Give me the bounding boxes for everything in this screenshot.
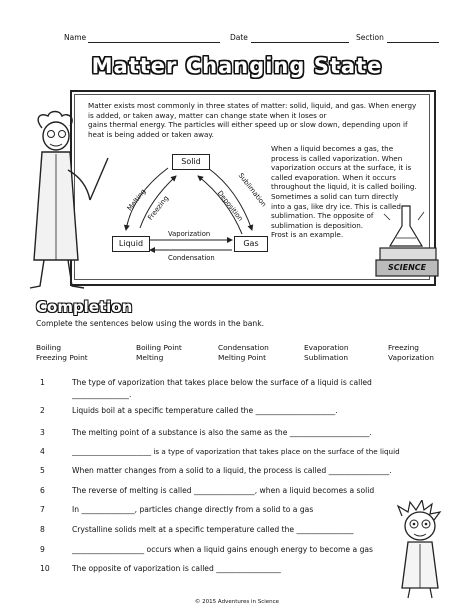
question-number: 4 (40, 447, 45, 456)
question-number: 9 (40, 545, 45, 554)
para-line: throughout the liquid, it is called boiling. (271, 182, 417, 192)
bank-word: Melting (136, 353, 164, 362)
bank-row-2 (36, 353, 436, 363)
bank-word: Freezing Point (36, 353, 88, 362)
bank-word: Condensation (218, 343, 269, 352)
question-text: Liquids boil at a specific temperature called the _____________________. (72, 406, 338, 415)
para-line: Sometimes a solid can turn directly (271, 191, 399, 201)
scientist-illustration (20, 110, 110, 295)
kid-scientist-illustration (394, 500, 446, 600)
question-text: ___________________ occurs when a liquid gains enough energy to become a gas (72, 545, 374, 554)
bank-word: Freezing (388, 343, 419, 352)
bank-word: Sublimation (304, 353, 349, 362)
intro-line: Matter exists most commonly in three states of matter: solid, liquid, and gas. When energy (88, 101, 417, 110)
para-line: sublimation. The opposite of (271, 211, 374, 221)
completion-heading: Completion (36, 298, 133, 316)
science-book-label: SCIENCE (388, 263, 427, 272)
question-number: 2 (40, 406, 45, 415)
question-text: Crystalline solids melt at a specific temperature called the _______________ (72, 525, 354, 534)
deposition-label: Deposition (215, 189, 245, 223)
question-number: 3 (40, 428, 45, 437)
sublimation-label: Sublimation (236, 171, 268, 209)
para-line: called evaporation. When it occurs (271, 172, 396, 182)
bank-word: Vaporization (388, 353, 434, 362)
question-text: When matter changes from a solid to a liquid, the process is called ________________. (72, 466, 392, 475)
bank-word: Boiling (36, 343, 62, 352)
bank-word: Boiling Point (136, 343, 182, 352)
section-label: Section (356, 33, 384, 42)
freezing-label: Freezing (146, 194, 171, 222)
question-text: _______________. (72, 390, 132, 399)
copyright-footer: © 2015 Adventures in Science (194, 599, 280, 605)
intro-line: is added, or taken away, matter can change state when it loses or (88, 110, 327, 120)
bank-word: Melting Point (218, 353, 267, 362)
question-text: ______________________ is a type of vaporization that takes place on the surface of the liquid (72, 447, 400, 456)
name-label: Name (64, 33, 87, 42)
question-number: 6 (40, 486, 45, 495)
completion-instructions: Complete the sentences below using the words in the bank. (36, 319, 265, 328)
question-text: The melting point of a substance is also the same as the _____________________. (72, 428, 372, 437)
question-number: 7 (40, 505, 45, 514)
bank-row-1 (36, 343, 436, 353)
date-label: Date (230, 33, 248, 42)
liquid-box: Liquid (112, 236, 150, 252)
question-number: 8 (40, 525, 45, 534)
para-line: process is called vaporization. When (271, 153, 403, 163)
para-line: sublimation is deposition. (271, 220, 364, 230)
intro-line: heat is being added or taken away. (88, 129, 214, 139)
solid-box: Solid (172, 154, 210, 170)
para-line: into a gas, like dry ice. This is called (271, 201, 401, 211)
condensation-label: Condensation (168, 254, 215, 262)
bank-word: Evaporation (304, 343, 349, 352)
vaporization-label: Vaporization (168, 230, 211, 238)
melting-label: Melting (125, 187, 148, 213)
question-text: The opposite of vaporization is called _________________ (72, 564, 281, 573)
question-number: 1 (40, 378, 45, 387)
para-line: vaporization occurs at the surface, it is (271, 163, 412, 173)
question-text: The type of vaporization that takes place below the surface of a liquid is called (72, 378, 372, 387)
question-number: 10 (40, 564, 50, 573)
question-text: In ______________, particles change directly from a solid to a gas (72, 505, 314, 514)
word-bank (36, 343, 436, 363)
gas-box: Gas (234, 236, 268, 252)
intro-line: gains thermal energy. The particles will either speed up or slow down, depending upon if (88, 120, 408, 130)
para-line: When a liquid becomes a gas, the (271, 144, 394, 153)
question-number: 5 (40, 466, 45, 475)
page-title: Matter Changing State (91, 54, 383, 78)
question-text: The reverse of melting is called ________________, when a liquid becomes a solid (72, 486, 375, 495)
para-line: Frost is an example. (271, 230, 344, 240)
